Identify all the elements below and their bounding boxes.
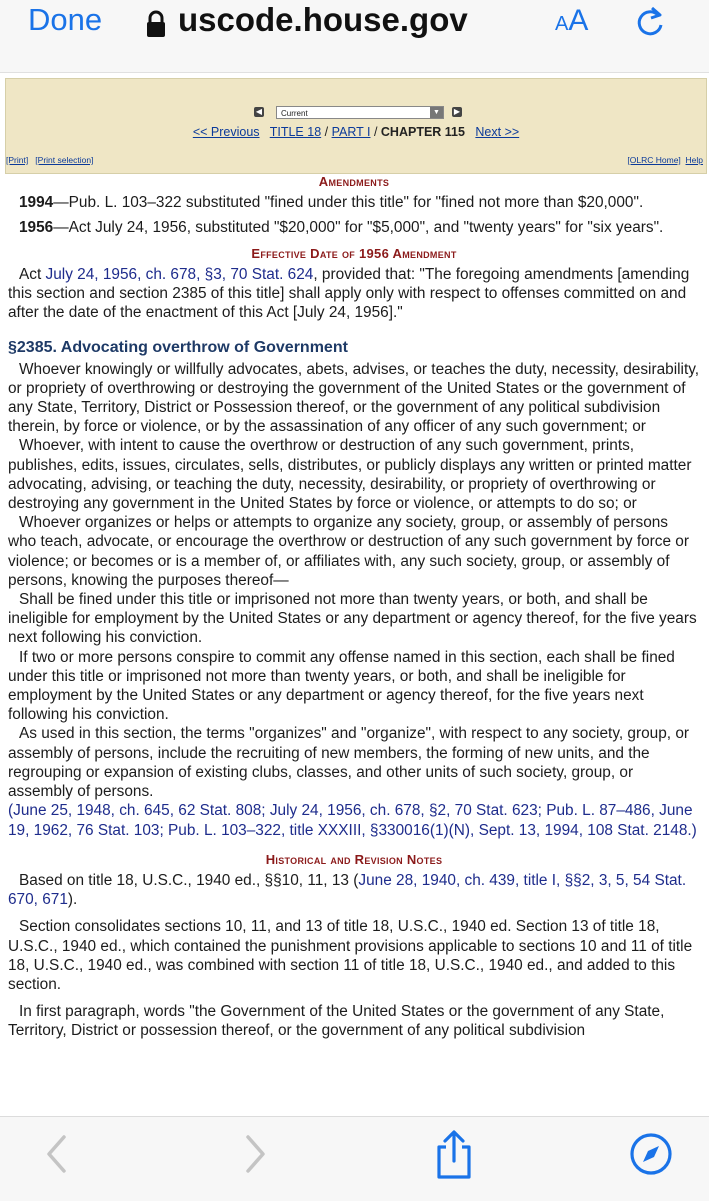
historical-paragraph: Section consolidates sections 10, 11, and 13 of title 18, U.S.C., 1940 ed. Section 13 of title 18, U.S.C., 1940 ed., which contained the punishment provisions applicable to sections 10 and 11 of title 18, U.S.C., 1940 ed., was combined with section 11 of title 18, U.S.C., 1940 ed., and added to this section.: [8, 918, 693, 993]
text-size-big-label: A: [568, 4, 589, 37]
chevron-down-icon: ▼: [430, 107, 443, 118]
historical-pre: Based on title 18, U.S.C., 1940 ed., §§10, 11, 13 (: [19, 871, 359, 889]
amendment-text: —Act July 24, 1956, substituted "$20,000" for "$5,000", and "twenty years" for "six years".: [53, 219, 664, 237]
section-paragraph: Whoever, with intent to cause the overthrow or destruction of any such government, prints, publishes, edits, issues, circulates, sells, distributes, or publicly displays any written or printed matter advocating, advising, or teaching the duty, necessity, desirability, or propriety of overthrowing or destroying any government in the United States by force or violence, or attempts to do so; or: [8, 437, 692, 513]
browser-bottom-bar: [0, 1116, 709, 1201]
print-link[interactable]: [Print]: [6, 155, 29, 165]
forward-icon[interactable]: [240, 1131, 272, 1177]
historical-notes-heading: Historical and Revision Notes: [265, 851, 443, 867]
next-link[interactable]: Next >>: [475, 125, 520, 139]
previous-link[interactable]: << Previous: [192, 125, 260, 139]
share-icon[interactable]: [432, 1129, 476, 1181]
source-credit[interactable]: (June 25, 1948, ch. 645, 62 Stat. 808; July 24, 1956, ch. 678, §2, 70 Stat. 623; Pub. L. 87–486, June 19, 1962, 76 Stat. 103; Pub. L. 103–322, title XXXIII, §330016(1)(N), Sept. 13, 1994, 108 Stat. 2148.): [8, 802, 697, 839]
address-bar[interactable]: uscode.house.gov: [178, 1, 468, 38]
section-paragraph: Whoever organizes or helps or attempts to organize any society, group, or assembly of persons who teach, advocate, or encourage the overthrow or destruction of any such government by force or violence; or becomes or is a member of, or affiliates with, any such society, group, or assembly of persons, knowing the purposes thereof—: [8, 514, 689, 589]
effective-date-post: , provided that: "The foregoing amendments [amending this section and section 2385 of this title] shall apply only with respect to offenses committed on and after the date of the enactment of this Act [July 24, 1956].": [8, 265, 690, 322]
reload-icon[interactable]: [633, 4, 667, 40]
historical-paragraph: In first paragraph, words "the Government of the United States or the government of any State, Territory, District or possession thereof, or the government of any political subdivision: [8, 1003, 665, 1040]
olrc-home-link[interactable]: [OLRC Home]: [627, 155, 681, 165]
browser-top-bar: [0, 0, 709, 72]
text-size-button[interactable]: [555, 4, 588, 38]
breadcrumb: << Previous TITLE 18 / PART I / CHAPTER 115 Next >>: [192, 125, 520, 139]
version-select[interactable]: [276, 106, 444, 119]
statute-link[interactable]: July 24, 1956, ch. 678, §3, 70 Stat. 624: [45, 265, 314, 283]
next-version-arrow-icon[interactable]: ▶: [453, 107, 461, 116]
effective-date-heading: Effective Date of 1956 Amendment: [251, 245, 457, 261]
historical-post: ).: [67, 891, 78, 909]
historical-paragraph: [8, 871, 700, 909]
amendment-text: —Pub. L. 103–322 substituted "fined under this title" for "fined not more than $20,000".: [53, 194, 644, 212]
text-size-small-label: A: [555, 13, 569, 35]
document-content: [8, 172, 700, 1041]
section-title: §2385. Advocating overthrow of Government: [8, 339, 348, 357]
divider: [0, 72, 709, 73]
effective-date-pre: Act: [19, 265, 46, 283]
amendment-year: 1956: [19, 219, 54, 237]
title-link[interactable]: TITLE 18: [269, 125, 322, 139]
effective-date-paragraph: [8, 265, 700, 323]
version-select-value: Current: [281, 109, 308, 118]
back-icon[interactable]: [40, 1131, 72, 1177]
print-selection-link[interactable]: [Print selection]: [35, 155, 94, 165]
compass-icon[interactable]: [628, 1131, 674, 1177]
amendments-heading: Amendments: [318, 174, 390, 189]
part-link[interactable]: PART I: [331, 125, 371, 139]
lock-icon: [146, 10, 166, 38]
print-toolbar: [6, 155, 703, 165]
section-paragraph: If two or more persons conspire to commit any offense named in this section, each shall be fined under this title or imprisoned not more than twenty years, or both, and shall be ineligible for employment by the United States or any department or agency thereof, for the five years next following his conviction.: [8, 648, 675, 724]
prev-version-arrow-icon[interactable]: ◀: [255, 107, 263, 116]
amendment-1956: [8, 218, 700, 237]
help-link[interactable]: Help: [685, 155, 703, 165]
section-paragraph: Shall be fined under this title or imprisoned not more than twenty years, or both, and shall be ineligible for employment by the United States or any department or agency thereof, for the five years next following his conviction.: [8, 591, 697, 647]
statute-link[interactable]: June 28, 1940, ch. 439, title I, §§2, 3, 5, 54 Stat. 670, 671: [8, 871, 687, 909]
chapter-label: CHAPTER 115: [380, 125, 465, 139]
amendment-1994: [8, 193, 700, 212]
done-button[interactable]: Done: [28, 2, 103, 37]
section-paragraph: As used in this section, the terms "organizes" and "organize", with respect to any society, group, or assembly of persons, include the recruiting of new members, the forming of new units, and the regrouping or expansion of existing clubs, classes, and other units of such society, group, or assembly of persons.: [8, 725, 690, 801]
amendment-year: 1994: [19, 194, 54, 212]
section-paragraph: Whoever knowingly or willfully advocates, abets, advises, or teaches the duty, necessity, desirability, or propriety of overthrowing or destroying the government of the United States or the government of any State, Territory, District or Possession thereof, or the government of any political subdivision therein, by force or violence, or by the assassination of any officer of any such government; or: [8, 360, 700, 436]
